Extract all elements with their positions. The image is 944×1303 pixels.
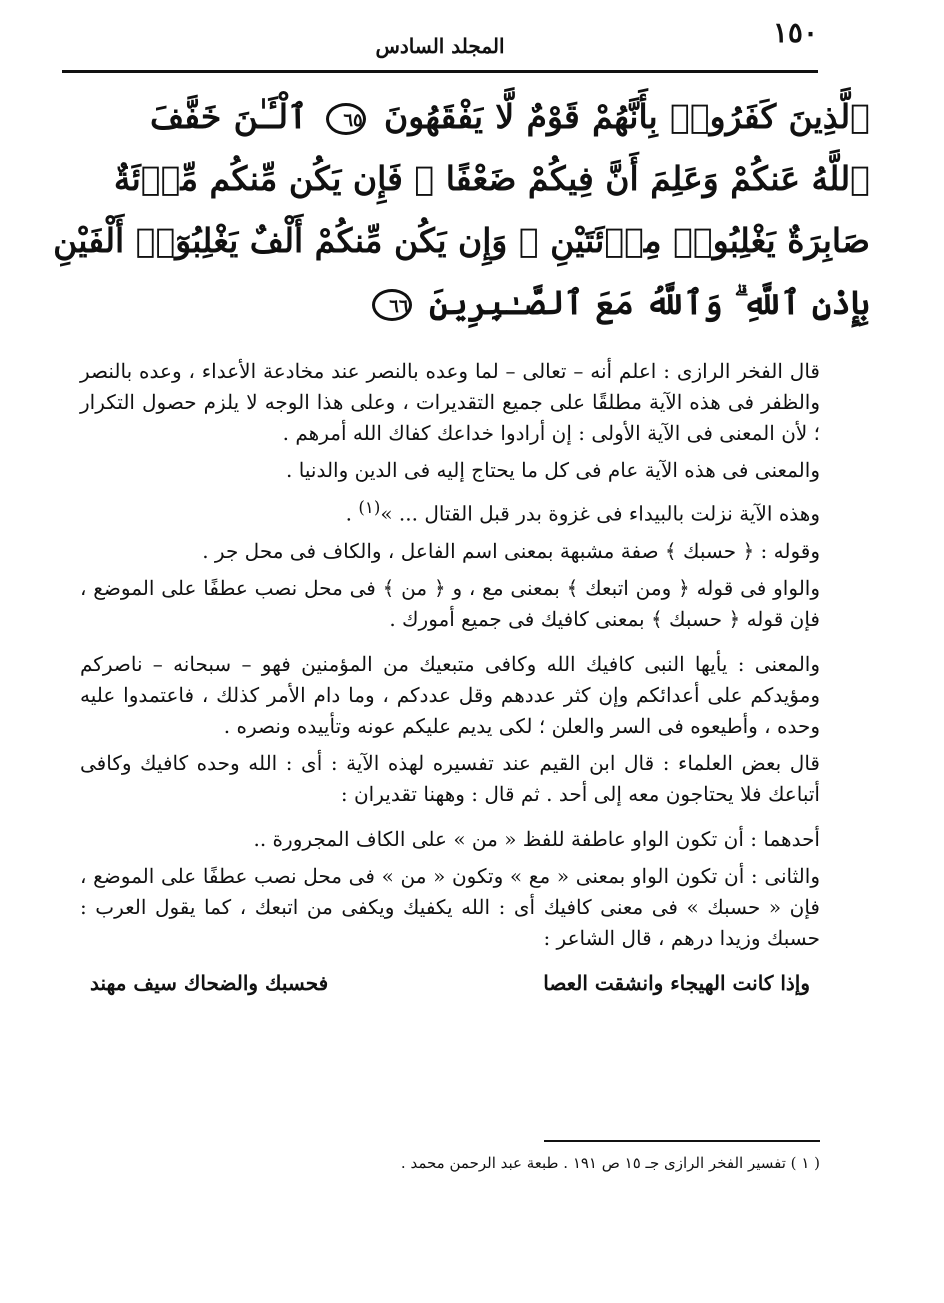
header-rule	[62, 70, 818, 73]
page-header	[62, 14, 818, 64]
quran-line-text: ٱللَّهُ عَنكُمْ وَعَلِمَ أَنَّ فِيكُمْ ضَعْفًا ۚ فَإِن يَكُن مِّنكُم مِّا۟ئَةٌ	[113, 159, 870, 198]
paragraph-text: وهذه الآية نزلت بالبيداء فى غزوة بدر قبل القتال ... »	[380, 501, 820, 526]
quran-line-1	[150, 86, 870, 148]
ayah-number-marker: ٦٥	[326, 103, 366, 135]
quran-line-2	[113, 148, 870, 210]
paragraph-ibn-qayyim: قال بعض العلماء : قال ابن القيم عند تفسيره لهذه الآية : أى : الله وحده كافيك وكافى أتباعك فلا يحتاجون معه إلى أحد . ثم قال : وههنا تقديران :	[80, 750, 820, 806]
quran-line-text: صَابِرَةٌ يَغْلِبُوا۟ مِا۟ئَتَيْنِ ۚ وَإِن يَكُن مِّنكُمْ أَلْفٌ يَغْلِبُوٓا۟ أَلْفَيْنِ	[53, 221, 870, 260]
quran-line-3	[53, 210, 870, 272]
quran-line-tail: ٱلْـَٔـٰنَ خَفَّفَ	[150, 97, 308, 136]
paragraph-revelation	[80, 492, 820, 530]
quran-line-4	[150, 272, 870, 334]
running-head: المجلد السادس	[375, 34, 505, 58]
paragraph-first-option: أحدهما : أن تكون الواو عاطفة للفظ « من » على الكاف المجرورة ..	[253, 826, 820, 851]
poetry-verse	[80, 966, 820, 1000]
commentary-body	[80, 356, 820, 1000]
verse-first-hemistich: وإذا كانت الهيجاء وانشقت العصا	[543, 970, 810, 995]
paragraph-general-meaning: والمعنى فى هذه الآية عام فى كل ما يحتاج إليه فى الدين والدنيا .	[286, 458, 820, 482]
footnote-rule	[544, 1140, 820, 1142]
paragraph-second-option: والثانى : أن تكون الواو بمعنى « مع » وتكون « من » فى محل نصب عطفًا على الموضع ، فإن « حسبك » فى معنى كافيك أى : الله يكفيك ويكفى من اتبعك ، كما يقول العرب : حسبك وزيدا درهم ، قال الشاعر :	[80, 863, 820, 950]
paragraph-hasbuka: وقوله : ﴿ حسبك ﴾ صفة مشبهة بمعنى اسم الفاعل ، والكاف فى محل جر .	[202, 538, 820, 563]
paragraph-meaning: والمعنى : يأيها النبى كافيك الله وكافى متبعيك من المؤمنين فهو – سبحانه – ناصركم ومؤيدكم على أعدائكم وإن كثر عددهم وقل عددكم ، وما دام الأمر كذلك ، فاعتمدوا عليه وحده ، وأطيعوه فى السر والعلن ؛ لكى يديم عليكم عونه وتأييده ونصره .	[80, 651, 820, 738]
page-number: ١٥٠	[772, 16, 818, 49]
quran-line-text: بِإِذْنِ ٱللَّهِ ۗ وَٱللَّهُ مَعَ ٱلصَّـٰبِرِينَ	[429, 283, 870, 322]
paragraph-razi: قال الفخر الرازى : اعلم أنه – تعالى – لما وعده بالنصر عند مخادعة الأعداء ، وعده بالنصر والظفر فى هذه الآية مطلقًا على جميع التقديرات ، وعلى هذا الوجه لا يلزم حصول التكرار ؛ لأن المعنى فى الآية الأولى : إن أرادوا خداعك كفاك الله أمرهم .	[80, 359, 820, 445]
paragraph-waw: والواو فى قوله ﴿ ومن اتبعك ﴾ بمعنى مع ، و ﴿ من ﴾ فى محل نصب عطفًا على الموضع ، فإن قوله ﴿ حسبك ﴾ بمعنى كافيك فى جميع أمورك .	[80, 575, 820, 631]
paragraph-end: .	[345, 501, 359, 526]
footnote: ( ١ ) تفسير الفخر الرازى جـ ١٥ ص ١٩١ . طبعة عبد الرحمن محمد .	[400, 1154, 820, 1172]
quran-passage	[53, 86, 870, 346]
ayah-number-marker: ٦٦	[372, 289, 412, 321]
verse-second-hemistich: فحسبك والضحاك سيف مهند	[90, 970, 329, 995]
quran-line-text: ٱلَّذِينَ كَفَرُوا۟ بِأَنَّهُمْ قَوْمٌ لَّا يَفْقَهُونَ	[384, 97, 870, 136]
footnote-reference: (١)	[358, 498, 381, 517]
